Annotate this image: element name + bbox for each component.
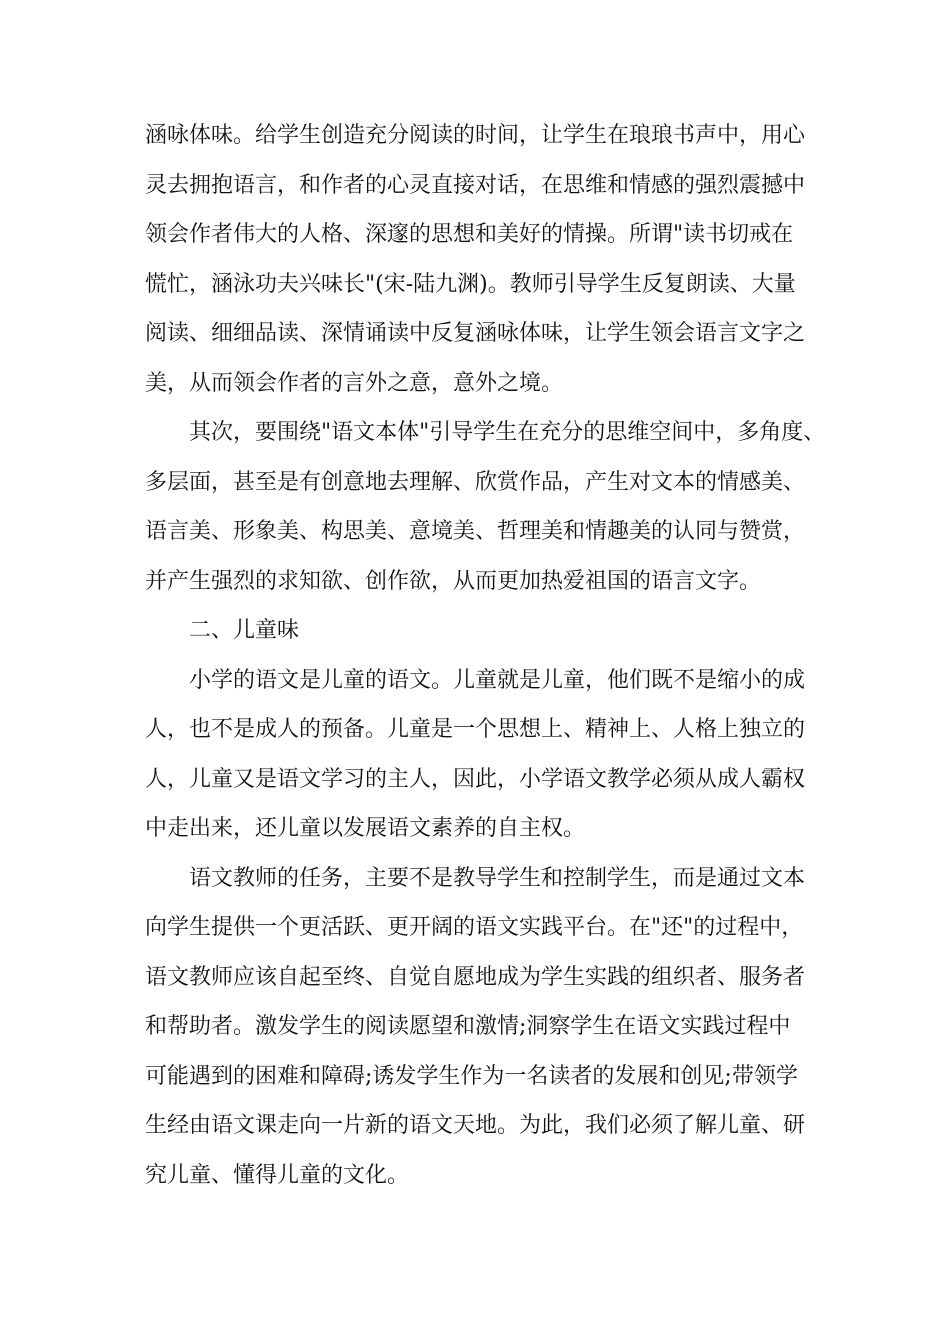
text-line: 慌忙，涵泳功夫兴味长"(宋-陆九渊)。教师引导学生反复朗读、大量 (145, 271, 796, 297)
text-line: 涵咏体味。给学生创造充分阅读的时间，让学生在琅琅书声中，用心 (145, 123, 806, 148)
text-line: 人，儿童又是语文学习的主人，因此，小学语文教学必须从成人霸权 (145, 766, 806, 792)
text-line: 领会作者伟大的人格、深邃的思想和美好的情操。所谓"读书切戒在 (145, 222, 794, 247)
text-line: 向学生提供一个更活跃、更开阔的语文实践平台。在"还"的过程中， (145, 915, 804, 940)
text-line: 美，从而领会作者的言外之意，意外之境。 (145, 370, 564, 396)
text-line: 语文教师应该自起至终、自觉自愿地成为学生实践的组织者、服务者 (145, 964, 806, 990)
text-line: 小学的语文是儿童的语文。儿童就是儿童，他们既不是缩小的成 (189, 667, 806, 693)
text-line: 人，也不是成人的预备。儿童是一个思想上、精神上、人格上独立的 (145, 717, 806, 742)
text-line: 并产生强烈的求知欲、创作欲，从而更加热爱祖国的语言文字。 (145, 568, 762, 594)
document-body (145, 111, 826, 1200)
text-line: 中走出来，还儿童以发展语文素养的自主权。 (145, 816, 586, 841)
text-line: 究儿童、懂得儿童的文化。 (145, 1162, 410, 1188)
text-line: 多层面，甚至是有创意地去理解、欣赏作品，产生对文本的情感美、 (145, 469, 806, 495)
text-line: 语文教师的任务，主要不是教导学生和控制学生，而是通过文本 (189, 865, 806, 891)
text-line: 语言美、形象美、构思美、意境美、哲理美和情趣美的认同与赞赏， (145, 519, 806, 544)
section-heading: 二、儿童味 (189, 618, 300, 643)
text-line: 生经由语文课走向一片新的语文天地。为此，我们必须了解儿童、研 (145, 1113, 806, 1138)
text-line: 和帮助者。激发学生的阅读愿望和激情;洞察学生在语文实践过程中 (145, 1014, 791, 1039)
text-line: 可能遇到的困难和障碍;诱发学生作为一名读者的发展和创见;带领学 (145, 1063, 798, 1089)
text-line: 阅读、细细品读、深情诵读中反复涵咏体味，让学生领会语言文字之 (145, 321, 806, 346)
text-line: 其次，要围绕"语文本体"引导学生在充分的思维空间中，多角度、 (189, 420, 826, 445)
text-line: 灵去拥抱语言，和作者的心灵直接对话，在思维和情感的强烈震撼中 (145, 172, 806, 198)
